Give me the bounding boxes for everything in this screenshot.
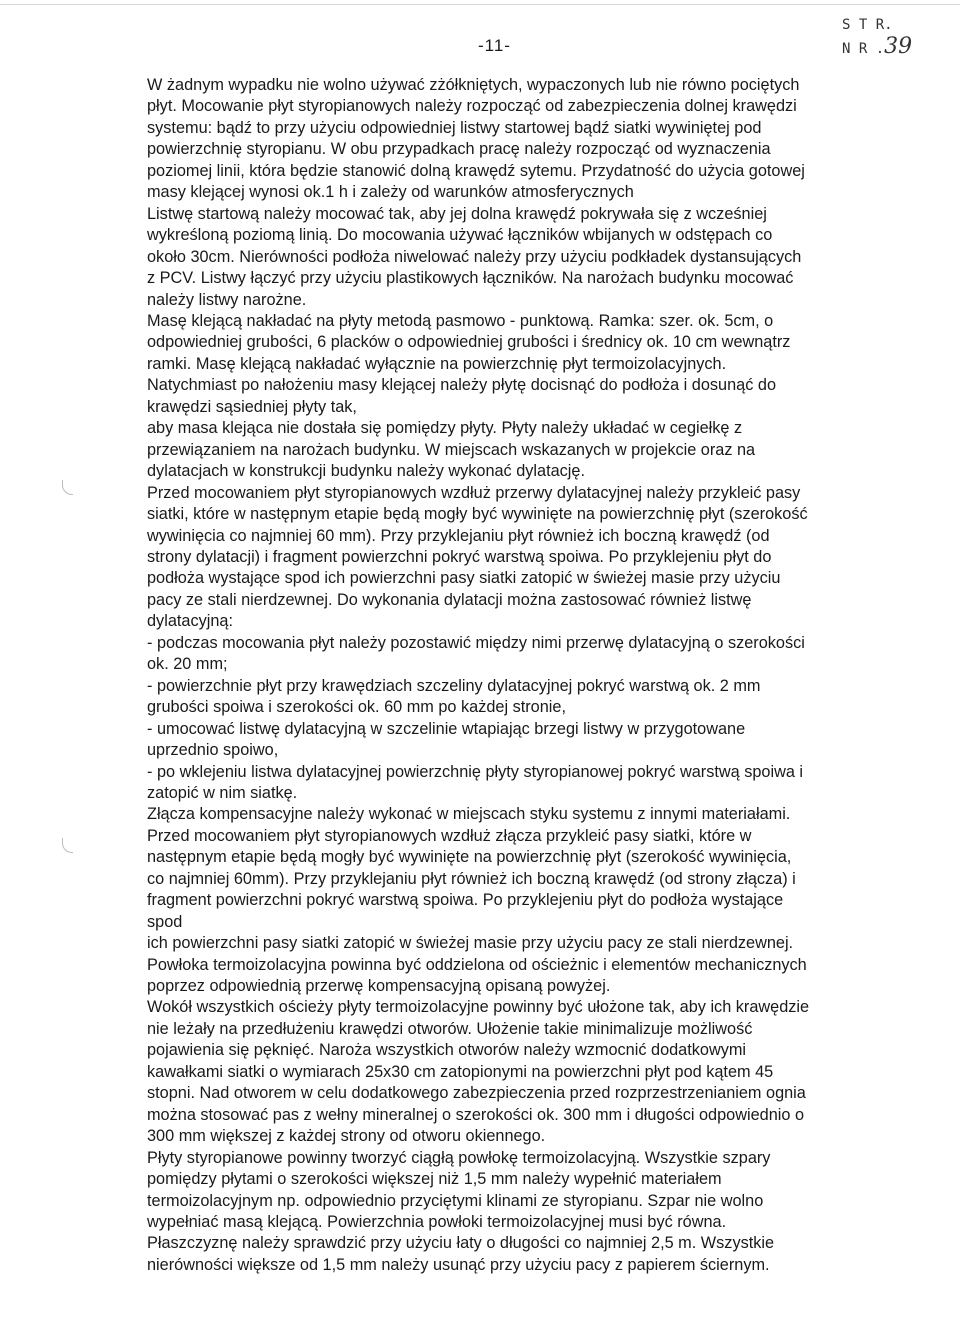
binding-mark — [62, 480, 73, 495]
stamp-line-nr — [842, 36, 912, 60]
document-body: W żadnym wypadku nie wolno używać zżółkniętych, wypaczonych lub nie równo pociętych płyt. Mocowanie płyt styropianowych należy rozpocząć od zabezpieczenia dolnej krawędzi systemu: bądź to przy użyciu odpowiedniej listwy startowej bądź siatki wywiniętej pod powierzchnię styropianu. W obu przypadkach pracę należy rozpocząć od wyznaczenia poziomej linii, która będzie stanowić dolną krawędź sytemu. Przydatność do użycia gotowej masy klejącej wynosi ok.1 h i zależy od warunków atmosferycznych Listwę startową należy mocować tak, aby jej dolna krawędź pokrywała się z wcześniej wykreśloną poziomą linią. Do mocowania używać łączników wbijanych w odstępach co około 30cm. Nierówności podłoża niwelować należy przy użyciu podkładek dystansujących z PCV. Listwy łączyć przy użyciu plastikowych łączników. Na narożach budynku mocować należy listwy narożne. Masę klejącą nakładać na płyty metodą pasmowo - punktową. Ramka: szer. ok. 5cm, o odpowiedniej grubości, 6 placków o odpowiedniej grubości i średnicy ok. 10 cm wewnątrz ramki. Masę klejącą nakładać wyłącznie na powierzchnię płyt termoizolacyjnych. Natychmiast po nałożeniu masy klejącej należy płytę docisnąć do podłoża i dosunąć do krawędzi sąsiedniej płyty tak, aby masa klejąca nie dostała się pomiędzy płyty. Płyty należy układać w cegiełkę z przewiązaniem na narożach budynku. W miejscach wskazanych w projekcie oraz na dylatacjach w konstrukcji budynku należy wykonać dylatację. Przed mocowaniem płyt styropianowych wzdłuż przerwy dylatacyjnej należy przykleić pasy siatki, które w następnym etapie będą mogły być wywinięte na powierzchnię płyt (szerokość wywinięcia co najmniej 60 mm). Przy przyklejaniu płyt również ich boczną krawędź (od strony dylatacji) i fragment powierzchni pokryć warstwą spoiwa. Po przyklejeniu płyt do podłoża wystające spod ich powierzchni pasy siatki zatopić w świeżej masie przy użyciu pacy ze stali nierdzewnej. Do wykonania dylatacji można zastosować również listwę dylatacyjną: - podczas mocowania płyt należy pozostawić między nimi przerwę dylatacyjną o szerokości ok. 20 mm; - powierzchnie płyt przy krawędziach szczeliny dylatacyjnej pokryć warstwą ok. 2 mm grubości spoiwa i szerokości ok. 60 mm po każdej stronie, - umocować listwę dylatacyjną w szczelinie wtapiając brzegi listwy w przygotowane uprzednio spoiwo, - po wklejeniu listwa dylatacyjnej powierzchnię płyty styropianowej pokryć warstwą spoiwa i zatopić w nim siatkę. Złącza kompensacyjne należy wykonać w miejscach styku systemu z innymi materiałami. Przed mocowaniem płyt styropianowych wzdłuż złącza przykleić pasy siatki, które w następnym etapie będą mogły być wywinięte na powierzchnię płyt (szerokość wywinięcia, co najmniej 60mm). Przy przyklejaniu płyt również ich boczną krawędź (od strony złącza) i fragment powierzchni pokryć warstwą spoiwa. Po przyklejeniu płyt do podłoża wystające spod ich powierzchni pasy siatki zatopić w świeżej masie przy użyciu pacy ze stali nierdzewnej. Powłoka termoizolacyjna powinna być oddzielona od ościeżnic i elementów mechanicznych poprzez odpowiednią przerwę kompensacyjną opisaną powyżej. Wokół wszystkich ościeży płyty termoizolacyjne powinny być ułożone tak, aby ich krawędzie nie leżały na przedłużeniu krawędzi otworów. Ułożenie takie minimalizuje możliwość pojawienia się pęknięć. Naroża wszystkich otworów należy wzmocnić dodatkowymi kawałkami siatki o wymiarach 25x30 cm zatopionymi na powierzchni płyt pod kątem 45 stopni. Nad otworem w celu dodatkowego zabezpieczenia przed rozprzestrzenianiem ognia można stosować pas z wełny mineralnej o szerokości ok. 300 mm i długości odpowiednio o 300 mm większej z każdej strony od otworu okiennego. Płyty styropianowe powinny tworzyć ciągłą powłokę termoizolacyjną. Wszystkie szpary pomiędzy płytami o szerokości większej niż 1,5 mm należy wypełnić materiałem termoizolacyjnym np. odpowiednio przyciętymi klinami ze styropianu. Szpar nie wolno wypełniać masą klejącą. Powierzchnia powłoki termoizolacyjnej musi być równa. Płaszczyznę należy sprawdzić przy użyciu łaty o długości co najmniej 2,5 m. Wszystkie nierówności większe od 1,5 mm należy usunąć przy użyciu pacy z papierem ściernym. — [147, 76, 810, 1274]
binding-mark — [62, 838, 73, 853]
page-number: -11- — [478, 36, 511, 55]
stamp-line-str: S T R. — [842, 17, 893, 33]
stamp-nr-label: N R . — [842, 41, 885, 57]
scan-top-edge — [0, 4, 960, 5]
stamp-handwritten-number: 39 — [884, 34, 913, 59]
page-stamp — [842, 14, 912, 60]
